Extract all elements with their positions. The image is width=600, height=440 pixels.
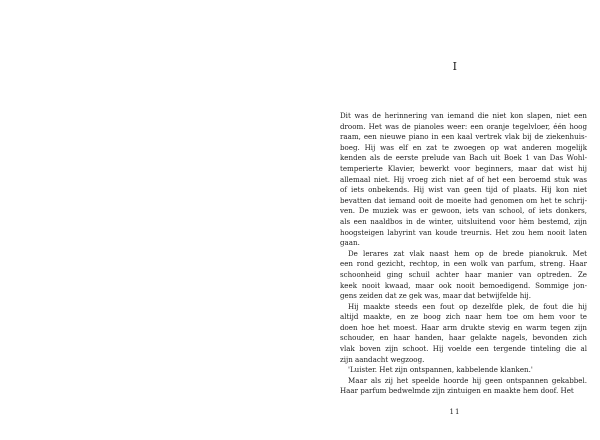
text-line: Hij maakte steeds een fout op dezelfde plek, de fout die hij xyxy=(348,301,587,311)
text-line: droom. Het was de pianoles weer: een oranje tegelvloer, één hoog xyxy=(340,121,587,131)
text-line: een rond gezicht, rechtop, in een wolk van parfum, streng. Haar xyxy=(340,259,587,269)
right-page xyxy=(300,0,600,440)
text-line: hoogsteigen labyrint van koude treurnis. Het zou hem nooit laten xyxy=(340,227,587,237)
text-line: bevatten dat iemand ooit de moeite had genomen om het te schrij- xyxy=(340,195,587,205)
text-line: keek nooit kwaad, maar ook nooit bemoedigend. Sommige jon- xyxy=(340,280,587,290)
text-line: temperierte Klavier, bewerkt voor beginners, maar dat wist hij xyxy=(340,163,587,173)
text-line: als een naaldbos in de winter, uitsluitend voor hèm bestemd, zijn xyxy=(340,216,587,226)
text-line: allemaal niet. Hij vroeg zich niet af of het een beroemd stuk was xyxy=(340,174,587,184)
text-line: Maar als zij het speelde hoorde hij geen ontspannen gekabbel. xyxy=(348,375,587,385)
text-line: doen hoe het moest. Haar arm drukte stevig en warm tegen zijn xyxy=(340,322,587,332)
paragraph xyxy=(340,249,587,302)
chapter-number: I xyxy=(452,60,458,73)
page-number: 11 xyxy=(449,408,461,416)
text-line: altijd maakte, en ze boog zich naar hem toe om hem voor te xyxy=(340,312,587,322)
text-line: ven. De muziek was er gewoon, iets van school, of iets donkers, xyxy=(340,206,587,216)
text-line: Haar parfum bedwelmde zijn zintuigen en maakte hem doof. Het xyxy=(340,386,574,396)
body-text xyxy=(340,111,587,397)
text-line: schouder, en haar handen, haar gelakte nagels, bevonden zich xyxy=(340,333,587,343)
paragraph xyxy=(340,365,587,376)
text-line: gens zeiden dat ze gek was, maar dat betwijfelde hij. xyxy=(340,291,531,301)
text-line: Dit was de herinnering van iemand die niet kon slapen, niet een xyxy=(340,111,587,120)
text-line: De lerares zat vlak naast hem op de brede pianokruk. Met xyxy=(348,248,587,258)
text-line: boeg. Hij was elf en zat te zwoegen op wat anderen mogelijk xyxy=(340,142,587,152)
text-line: schoonheid ging schuil achter haar manier van optreden. Ze xyxy=(340,269,587,279)
text-line: raam, een nieuwe piano in een kaal vertrek vlak bij de ziekenhuis- xyxy=(340,132,587,142)
text-line: zijn aandacht wegzoog. xyxy=(340,354,425,364)
text-line: gaan. xyxy=(340,238,360,248)
text-line: kenden als de eerste prelude van Bach uit Boek 1 van Das Wohl- xyxy=(340,153,587,163)
paragraph xyxy=(340,111,587,249)
text-line: vlak boven zijn schoot. Hij voelde een tergende tinteling die al xyxy=(340,344,587,354)
paragraph xyxy=(340,302,587,366)
paragraph xyxy=(340,376,587,397)
text-line: 'Luister. Het zijn ontspannen, kabbelende klanken.' xyxy=(348,365,533,375)
text-line: of iets onbekends. Hij wist van geen tijd of plaats. Hij kon niet xyxy=(340,185,587,195)
